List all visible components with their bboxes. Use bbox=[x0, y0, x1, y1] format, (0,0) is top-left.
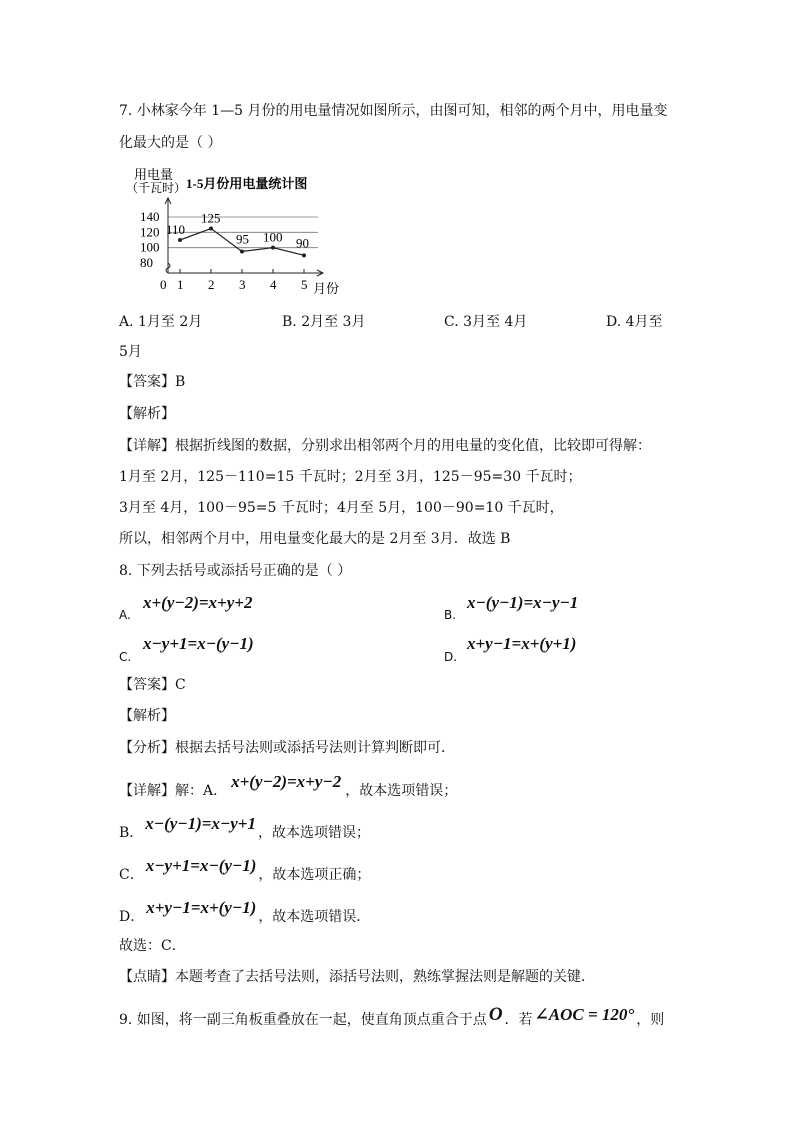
q7-detail-3: 3月至 4月，100－95=5 千瓦时；4月至 5月，100－90=10 千瓦时， bbox=[119, 500, 564, 516]
q8-answer: 【答案】C bbox=[119, 677, 186, 693]
chart-y-tick-label: 120 bbox=[140, 224, 160, 240]
chart-y-tick-label: 140 bbox=[140, 209, 160, 224]
q8-option-d-expr: x+y−1=x+(y+1) bbox=[467, 634, 577, 653]
q8-option-d-label: D. bbox=[444, 650, 458, 664]
q9-point-o: O bbox=[488, 1004, 503, 1025]
q7-option-c: C. 3月至 4月 bbox=[444, 314, 528, 330]
q7-detail-4: 所以，相邻两个月中，用电量变化最大的是 2月至 3月．故选 B bbox=[119, 531, 511, 547]
q7-answer: 【答案】B bbox=[119, 374, 186, 390]
q8-detail-a-prefix: 【详解】解：A． bbox=[119, 783, 228, 799]
q7-stem-line1: 7. 小林家今年 1—5 月份的用电量情况如图所示，由图可知，相邻的两个月中，用电量变 bbox=[119, 103, 668, 119]
q8-conclusion: 故选：C． bbox=[119, 938, 186, 954]
q8-detail-d-expr: x+y−1=x+(y−1) bbox=[146, 898, 257, 917]
q8-detail-c bbox=[119, 856, 371, 885]
chart-y-tick-label: 80 bbox=[140, 255, 153, 270]
q8-detail-b-suffix: ，故本选项错误； bbox=[258, 825, 370, 841]
q8-dianjing: 【点睛】本题考查了去括号法则，添括号法则，熟练掌握法则是解题的关键． bbox=[119, 969, 595, 985]
q8-detail-a bbox=[119, 772, 458, 801]
q8-option-a-expr: x+(y−2)=x+y+2 bbox=[143, 593, 253, 612]
q8-detail-a-suffix: ，故本选项错误； bbox=[345, 783, 458, 799]
chart-data-label: 100 bbox=[263, 229, 283, 245]
q8-fenxi: 【分析】根据去括号法则或添括号法则计算判断即可． bbox=[119, 740, 455, 756]
chart-ylabel-line1: 用电量 bbox=[134, 167, 174, 182]
chart-x-tick-label: 3 bbox=[239, 277, 246, 292]
chart-y-tick-label: 100 bbox=[140, 239, 160, 255]
q8-analysis-title: 【解析】 bbox=[119, 708, 175, 724]
q8-detail-c-expr: x−y+1=x−(y−1) bbox=[145, 856, 257, 875]
q7-option-d-cont: 5月 bbox=[119, 344, 142, 360]
q8-detail-b-expr: x−(y−1)=x−y+1 bbox=[145, 814, 256, 833]
q9-stem-part2: ．若 bbox=[504, 1012, 533, 1028]
q8-stem: 8. 下列去括号或添括号正确的是（ ） bbox=[119, 563, 352, 579]
chart-xlabel: 月份 bbox=[313, 281, 340, 296]
q7-stem-line2: 化最大的是（ ） bbox=[119, 135, 222, 151]
q9-stem-part1: 9. 如图，将一副三角板重叠放在一起，使直角顶点重合于点 bbox=[119, 1012, 487, 1028]
chart-data-point bbox=[271, 246, 275, 250]
chart-data-point bbox=[178, 238, 182, 242]
chart-x-tick-label: 4 bbox=[270, 277, 277, 292]
q8-detail-d bbox=[119, 898, 371, 927]
q8-option-b-expr: x−(y−1)=x−y−1 bbox=[467, 593, 579, 612]
q7-option-d: D. 4月至 bbox=[606, 314, 663, 330]
chart-x-tick-label: 5 bbox=[301, 277, 308, 292]
chart-title: 1-5月份用电量统计图 bbox=[186, 176, 308, 191]
chart-data-label: 95 bbox=[236, 231, 249, 247]
chart-data-label: 110 bbox=[166, 222, 186, 237]
q8-option-c-label: C. bbox=[119, 650, 132, 664]
q7-analysis-title: 【解析】 bbox=[119, 406, 175, 422]
q9-stem-part3: ，则 bbox=[636, 1012, 665, 1028]
chart-data-point bbox=[302, 253, 306, 257]
q8-detail-b bbox=[119, 814, 370, 843]
q8-detail-b-prefix: B． bbox=[119, 825, 144, 841]
chart-x-tick-label: 1 bbox=[177, 277, 184, 292]
q9-angle-expr: ∠AOC = 120° bbox=[534, 1005, 635, 1024]
q7-detail-1: 【详解】根据折线图的数据，分别求出相邻两个月的用电量的变化值，比较即可得解： bbox=[119, 438, 651, 454]
q8-detail-a-expr: x+(y−2)=x+y−2 bbox=[231, 772, 342, 791]
chart-x-tick-label: 2 bbox=[208, 277, 215, 292]
chart-ylabel-line2: （千瓦时） bbox=[126, 181, 187, 195]
q7-option-a: A. 1月至 2月 bbox=[119, 314, 203, 330]
chart-data-point bbox=[209, 227, 213, 231]
chart-origin-label: 0 bbox=[160, 277, 167, 292]
q8-detail-c-suffix: ，故本选项正确； bbox=[258, 867, 371, 883]
q8-detail-d-prefix: D． bbox=[119, 909, 145, 925]
q8-detail-c-prefix: C． bbox=[119, 867, 144, 883]
q7-detail-2: 1月至 2月，125－110=15 千瓦时；2月至 3月，125－95=30 千瓦时； bbox=[119, 469, 582, 485]
chart-data-label: 90 bbox=[296, 235, 309, 251]
q8-option-a-label: A. bbox=[119, 608, 131, 622]
q9-stem bbox=[119, 1004, 665, 1030]
q8-option-c-expr: x−y+1=x−(y−1) bbox=[143, 634, 254, 653]
electricity-usage-line-chart bbox=[118, 165, 358, 300]
q8-option-b-label: B. bbox=[444, 608, 457, 622]
q7-option-b: B. 2月至 3月 bbox=[282, 314, 366, 330]
chart-data-point bbox=[240, 250, 244, 254]
chart-data-label: 125 bbox=[201, 210, 221, 226]
q8-detail-d-suffix: ，故本选项错误． bbox=[258, 909, 371, 925]
